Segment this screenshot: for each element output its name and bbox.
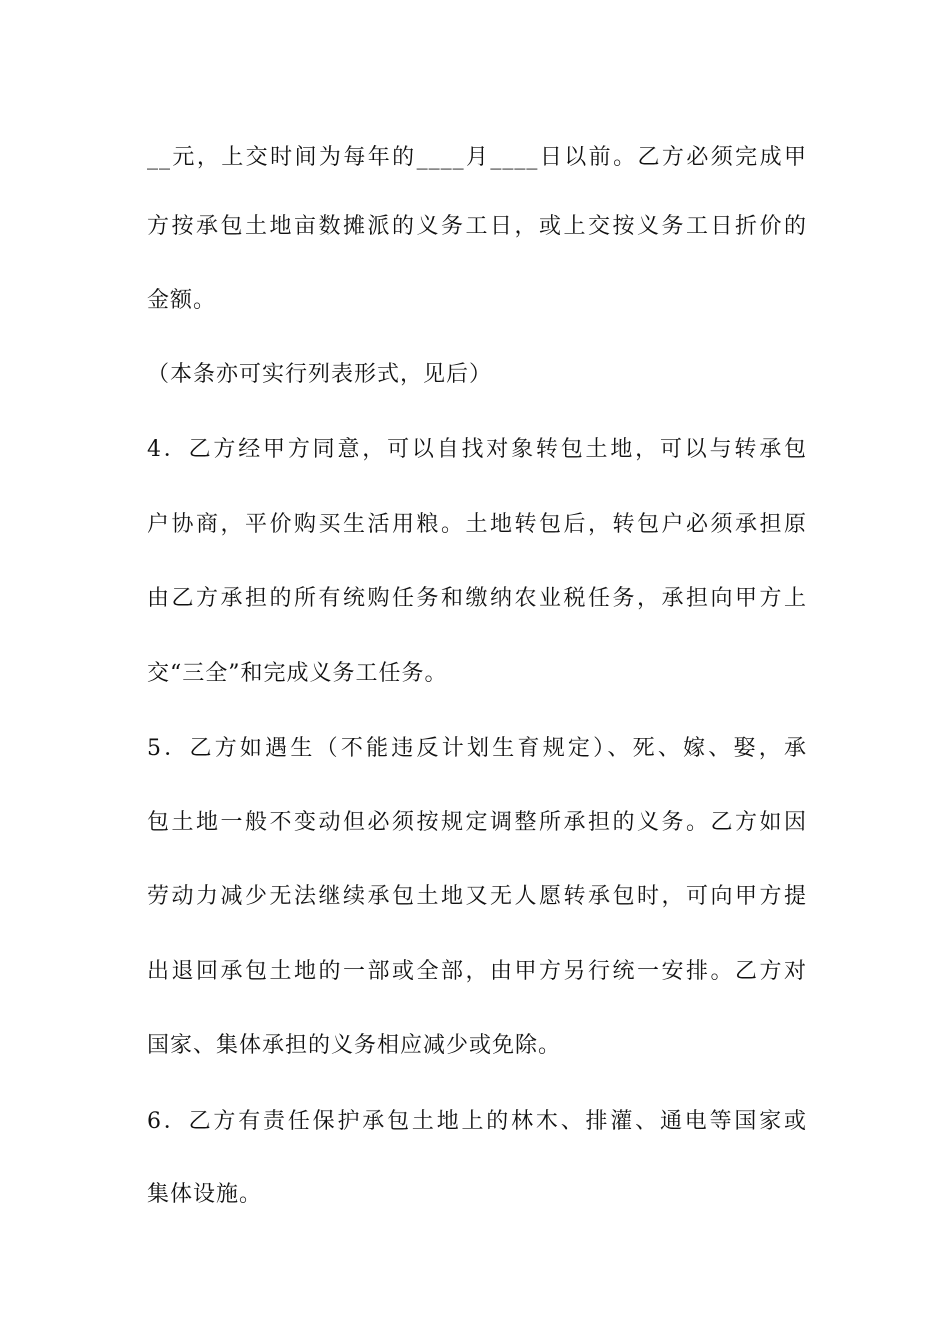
text-line: 4．乙方经甲方同意，可以自找对象转包土地，可以与转承包	[147, 437, 807, 462]
text-line: 劳动力减少无法继续承包土地又无人愿转承包时，可向甲方提	[147, 884, 807, 909]
text-line: 包土地一般不变动但必须按规定调整所承担的义务。乙方如因	[147, 810, 807, 835]
text-line: 5．乙方如遇生（不能违反计划生育规定）、死、嫁、娶，承	[147, 736, 807, 761]
text-line: 金额。	[147, 288, 217, 313]
text-line: 交“三全”和完成义务工任务。	[147, 661, 448, 686]
text-line: __元，上交时间为每年的____月____日以前。乙方必须完成甲	[147, 145, 807, 170]
text-line: 集体设施。	[147, 1182, 263, 1207]
text-line: 由乙方承担的所有统购任务和缴纳农业税任务，承担向甲方上	[147, 586, 807, 611]
text-line: （本条亦可实行列表形式，见后）	[147, 362, 493, 387]
text-line: 方按承包土地亩数摊派的义务工日，或上交按义务工日折价的	[147, 214, 807, 239]
text-line: 6．乙方有责任保护承包土地上的林木、排灌、通电等国家或	[147, 1109, 807, 1134]
text-line: 户协商，平价购买生活用粮。土地转包后，转包户必须承担原	[147, 512, 807, 537]
text-line: 出退回承包土地的一部或全部，由甲方另行统一安排。乙方对	[147, 959, 807, 984]
text-line: 国家、集体承担的义务相应减少或免除。	[147, 1033, 562, 1058]
